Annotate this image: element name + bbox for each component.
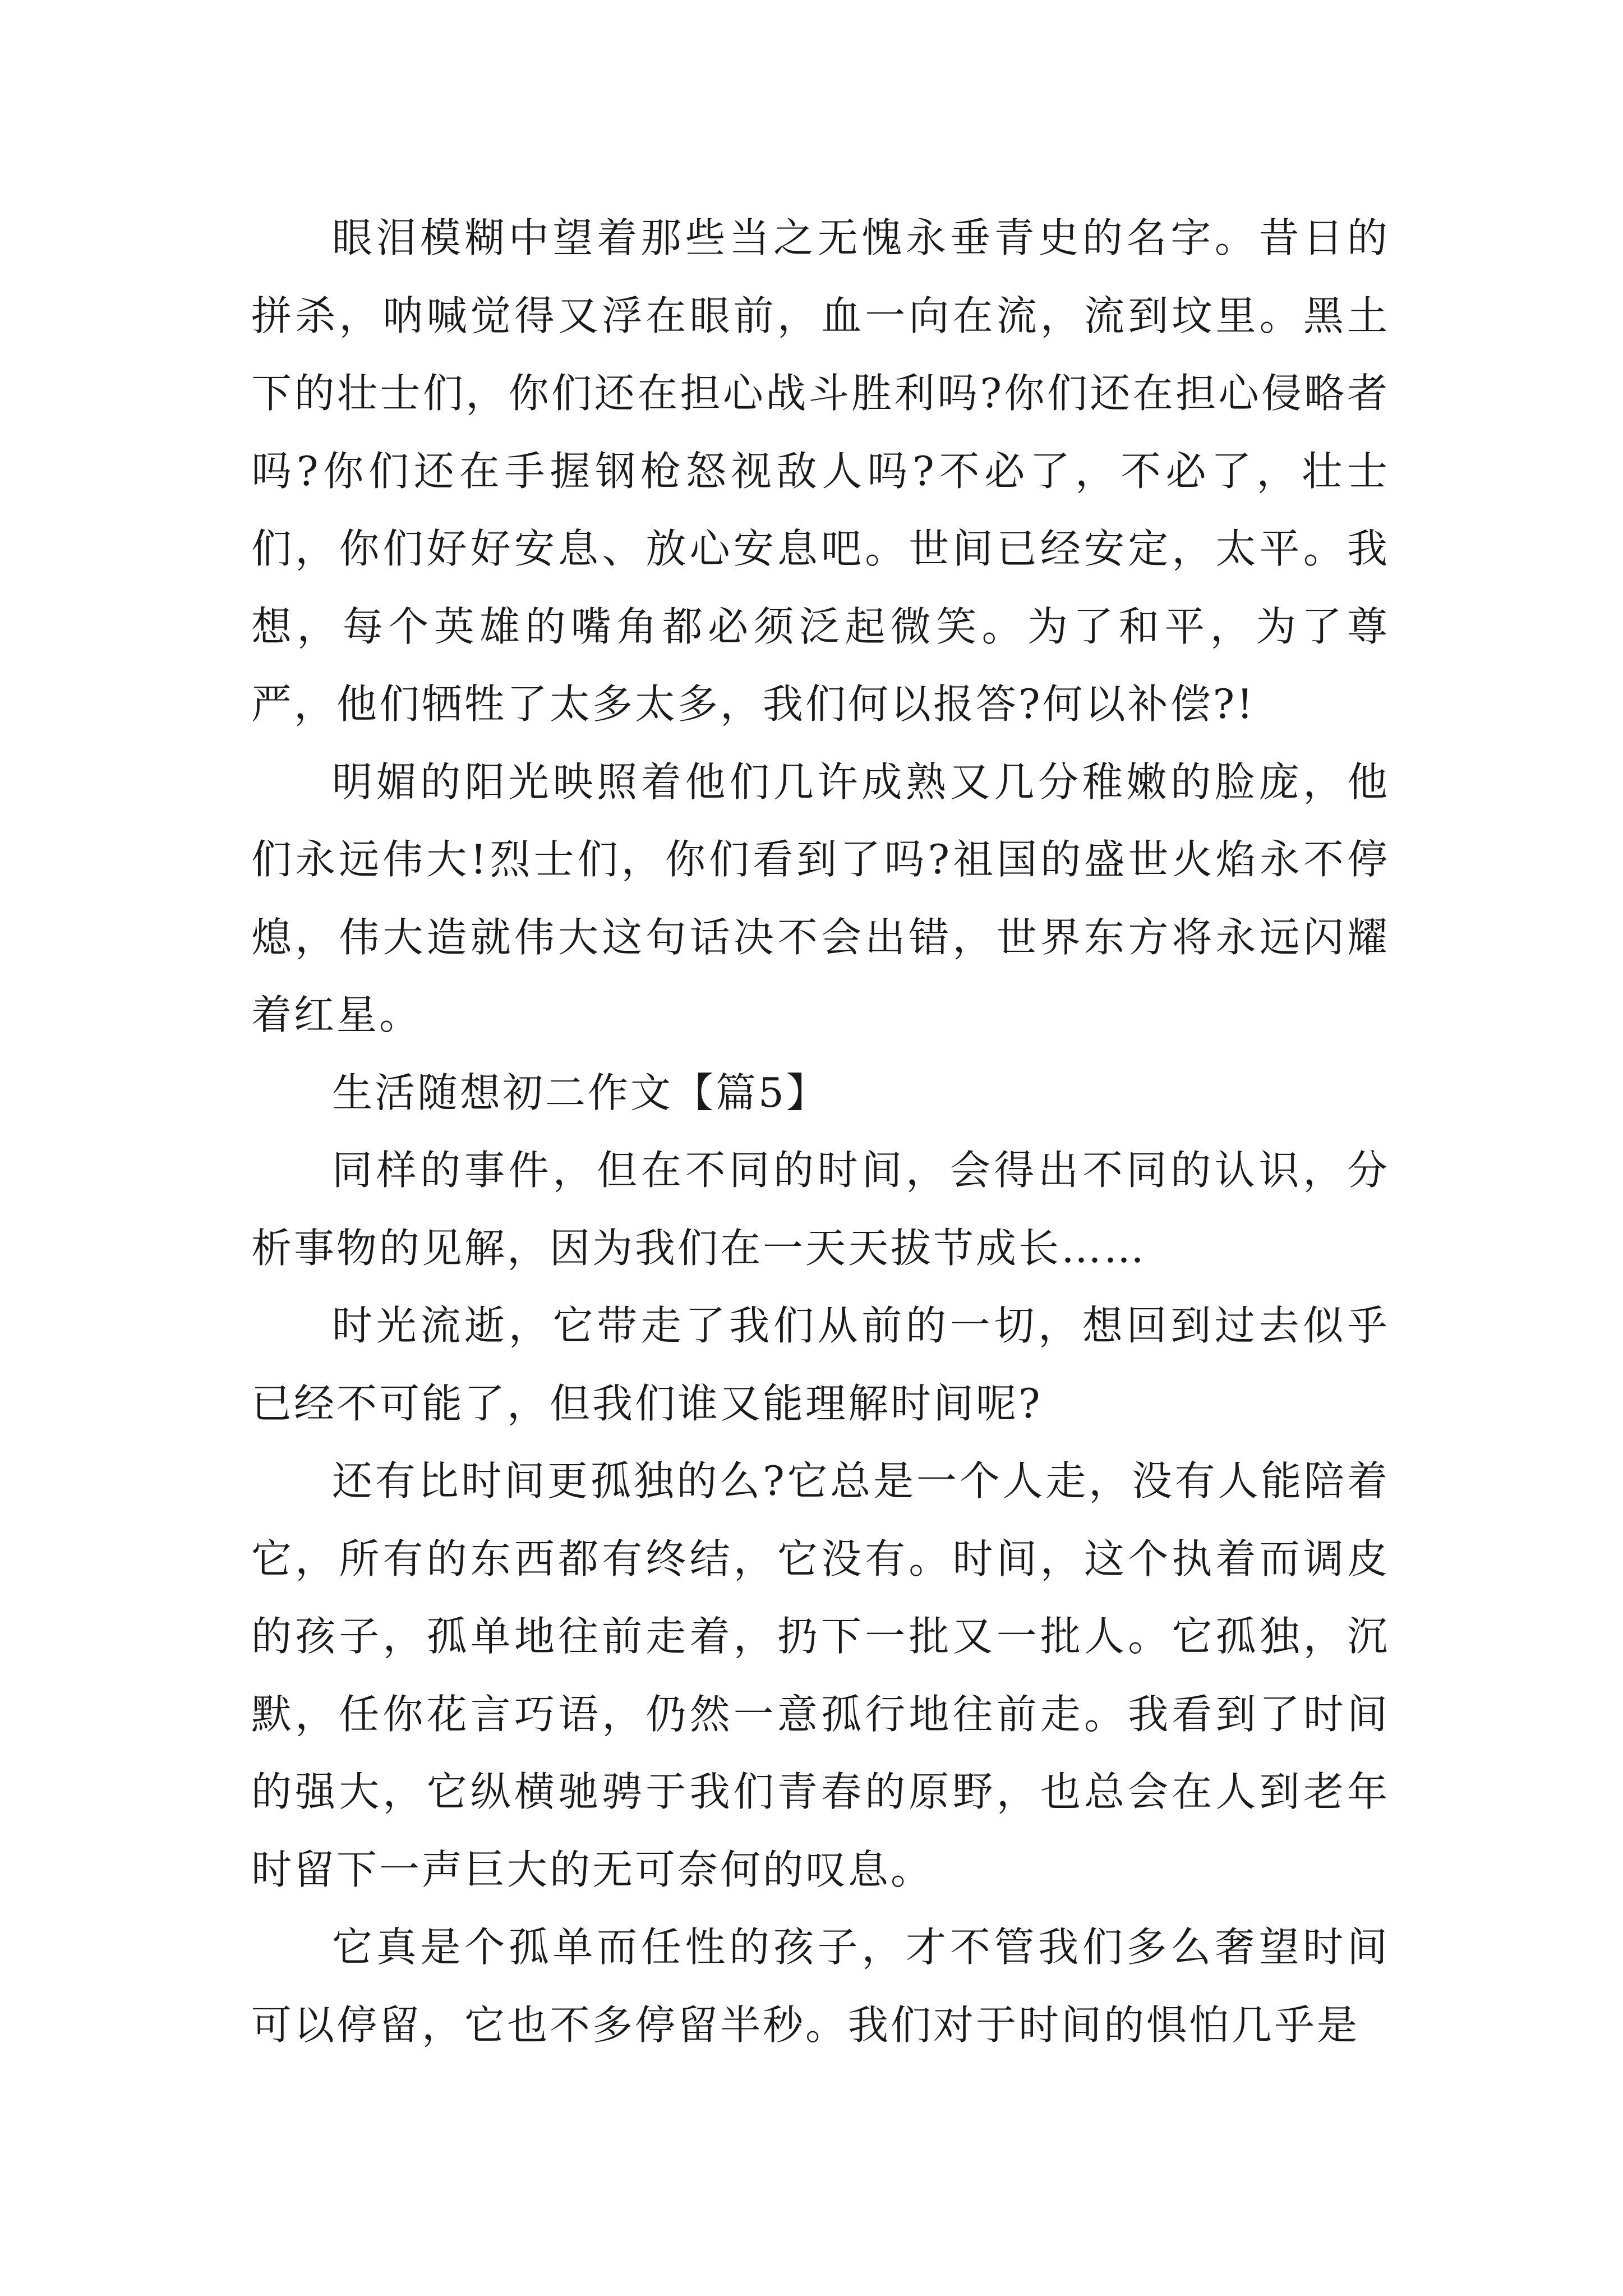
paragraph-heroes: 眼泪模糊中望着那些当之无愧永垂青史的名字。昔日的拼杀，呐喊觉得又浮在眼前，血一向在流，流到坟里。黑土下的壮士们，你们还在担心战斗胜利吗?你们还在担心侵略者吗?你们还在手握钢枪怒视敌人吗?不必了，不必了，壮士们，你们好好安息、放心安息吧。世间已经安定，太平。我想，每个英雄的嘴角都必须泛起微笑。为了和平，为了尊严，他们牺牲了太多太多，我们何以报答?何以补偿?! [251,214,1390,728]
paragraph-time-passes: 时光流逝，它带走了我们从前的一切，想回到过去似乎已经不可能了，但我们谁又能理解时间呢? [251,1302,1390,1427]
paragraph-willful-child: 它真是个孤单而任性的孩子，才不管我们多么奢望时间可以停留，它也不多停留半秒。我们对于时间的惧怕几乎是 [251,1924,1390,2049]
paragraph-same-event: 同样的事件，但在不同的时间，会得出不同的认识，分析事物的见解，因为我们在一天天拔节成长…… [251,1147,1390,1272]
document-body [251,199,1390,2064]
paragraph-sunshine: 明媚的阳光映照着他们几许成熟又几分稚嫩的脸庞，他们永远伟大!烈士们，你们看到了吗?祖国的盛世火焰永不停熄，伟大造就伟大这句话决不会出错，世界东方将永远闪耀着红星。 [251,758,1390,1038]
paragraph-lonely-time: 还有比时间更孤独的么?它总是一个人走，没有人能陪着它，所有的东西都有终结，它没有。时间，这个执着而调皮的孩子，孤单地往前走着，扔下一批又一批人。它孤独，沉默，任你花言巧语，仍然一意孤行地往前走。我看到了时间的强大，它纵横驰骋于我们青春的原野，也总会在人到老年时留下一声巨大的无可奈何的叹息。 [251,1457,1390,1893]
section-heading: 生活随想初二作文【篇5】 [332,1069,829,1116]
